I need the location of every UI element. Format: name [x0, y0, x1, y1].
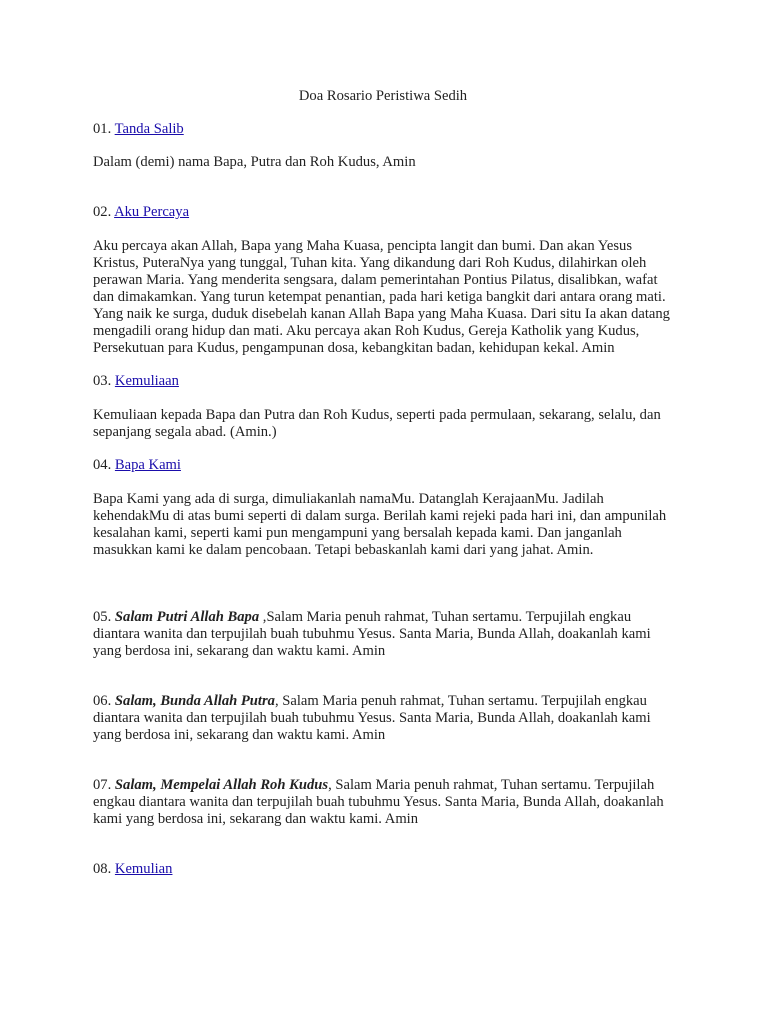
link-aku-percaya[interactable]: Aku Percaya [114, 204, 190, 220]
section-text-07: , Salam Maria penuh rahmat, Tuhan sertamu. Terpujilah engkau diantara wanita dan terpujilah buah tubuhmu Yesus. Santa Maria, Bunda Allah, doakanlah kami yang berdosa ini, sekarang dan waktu kami. Amin [93, 777, 664, 827]
link-kemuliaan[interactable]: Kemuliaan [114, 373, 179, 389]
section-heading-04 [93, 457, 673, 474]
link-tanda-salib[interactable]: Tanda Salib [114, 121, 184, 137]
section-text-06: , Salam Maria penuh rahmat, Tuhan sertamu. Terpujilah engkau diantara wanita dan terpujilah buah tubuhmu Yesus. Santa Maria, Bunda Allah, doakanlah kami yang berdosa ini, sekarang dan waktu kami. Amin [93, 693, 651, 743]
salam-heading-06: Salam, Bunda Allah Putra [114, 693, 275, 709]
salam-heading-07: Salam, Mempelai Allah Roh Kudus [114, 777, 329, 793]
document-page [93, 88, 673, 878]
section-heading-01 [93, 121, 673, 138]
section-number: 05. [93, 609, 112, 625]
section-number: 06. [93, 693, 112, 709]
section-text-02: Aku percaya akan Allah, Bapa yang Maha Kuasa, pencipta langit dan bumi. Dan akan Yesus Kristus, PuteraNya yang tunggal, Tuhan kita. Yang dikandung dari Roh Kudus, dilahirkan oleh perawan Maria. Yang menderita sengsara, dalam pemerintahan Pontius Pilatus, disalibkan, wafat dan dimakamkan. Yang turun ketempat penantian, pada hari ketiga bangkit dari antara orang mati. Yang naik ke surga, duduk disebelah kanan Allah Bapa yang Maha Kuasa. Dari situ Ia akan datang mengadili orang hidup dan mati. Aku percaya akan Roh Kudus, Gereja Katholik yang Kudus, Persekutuan para Kudus, pengampunan dosa, kebangkitan badan, kehidupan kekal. Amin [93, 238, 670, 356]
link-bapa-kami[interactable]: Bapa Kami [114, 457, 181, 473]
section-heading-02 [93, 204, 673, 221]
section-heading-03 [93, 373, 673, 390]
section-text-03: Kemuliaan kepada Bapa dan Putra dan Roh Kudus, seperti pada permulaan, sekarang, selalu, dan sepanjang segala abad. (Amin.) [93, 407, 661, 440]
section-heading-08 [93, 861, 673, 878]
section-text-01: Dalam (demi) nama Bapa, Putra dan Roh Kudus, Amin [93, 154, 416, 170]
link-kemulian[interactable]: Kemulian [114, 861, 173, 877]
section-number: 04. [93, 457, 112, 473]
section-07 [93, 777, 673, 828]
document-title: Doa Rosario Peristiwa Sedih [298, 88, 468, 104]
section-number: 03. [93, 373, 112, 389]
section-number: 01. [93, 121, 112, 137]
section-text-05: ,Salam Maria penuh rahmat, Tuhan sertamu. Terpujilah engkau diantara wanita dan terpujilah buah tubuhmu Yesus. Santa Maria, Bunda Allah, doakanlah kami yang berdosa ini, sekarang dan waktu kami. Amin [93, 609, 651, 659]
section-05 [93, 609, 673, 660]
section-06 [93, 693, 673, 744]
section-text-04: Bapa Kami yang ada di surga, dimuliakanlah namaMu. Datanglah KerajaanMu. Jadilah kehendakMu di atas bumi seperti di dalam surga. Berilah kami rejeki pada hari ini, dan ampunilah kesalahan kami, seperti kami pun mengampuni yang bersalah kepada kami. Dan janganlah masukkan kami ke dalam pencobaan. Tetapi bebaskanlah kami dari yang jahat. Amin. [93, 491, 667, 558]
section-number: 08. [93, 861, 112, 877]
section-number: 07. [93, 777, 112, 793]
salam-heading-05: Salam Putri Allah Bapa [114, 609, 260, 625]
section-number: 02. [93, 204, 112, 220]
